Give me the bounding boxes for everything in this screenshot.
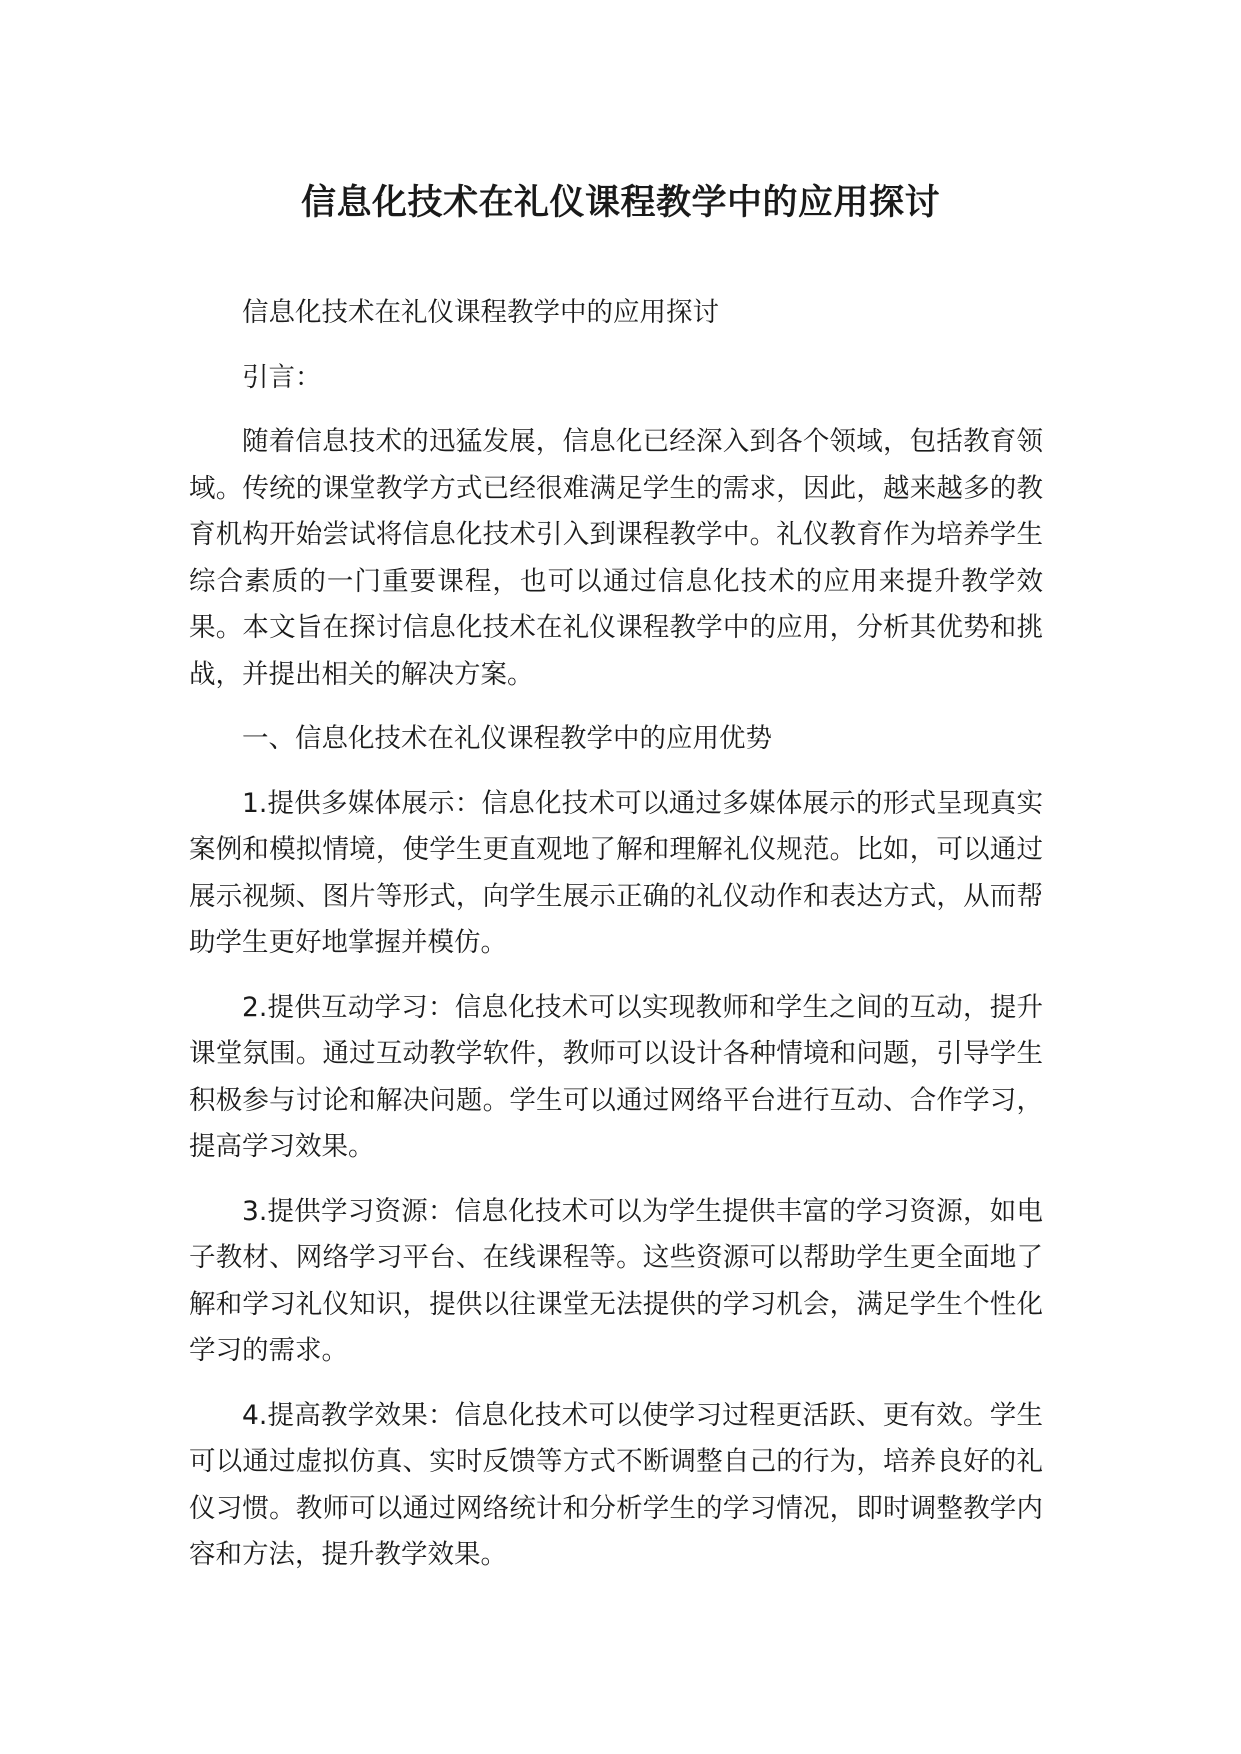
document-body — [189, 290, 1043, 1597]
intro-paragraph: 随着信息技术的迅猛发展，信息化已经深入到各个领域，包括教育领域。传统的课堂教学方式已经很难满足学生的需求，因此，越来越多的教育机构开始尝试将信息化技术引入到课程教学中。礼仪教育作为培养学生综合素质的一门重要课程，也可以通过信息化技术的应用来提升教学效果。本文旨在探讨信息化技术在礼仪课程教学中的应用，分析其优势和挑战，并提出相关的解决方案。 — [189, 426, 1043, 690]
intro-heading: 引言： — [242, 361, 322, 393]
subtitle-paragraph: 信息化技术在礼仪课程教学中的应用探讨 — [242, 297, 719, 328]
point-paragraph-1: 1.提供多媒体展示：信息化技术可以通过多媒体展示的形式呈现真实案例和模拟情境，使学生更直观地了解和理解礼仪规范。比如，可以通过展示视频、图片等形式，向学生展示正确的礼仪动作和表达方式，从而帮助学生更好地掌握并模仿。 — [189, 787, 1043, 958]
point-paragraph-4: 4.提高教学效果：信息化技术可以使学习过程更活跃、更有效。学生可以通过虚拟仿真、实时反馈等方式不断调整自己的行为，培养良好的礼仪习惯。教师可以通过网络统计和分析学生的学习情况，即时调整教学内容和方法，提升教学效果。 — [189, 1399, 1043, 1570]
point-paragraph-3: 3.提供学习资源：信息化技术可以为学生提供丰富的学习资源，如电子教材、网络学习平台、在线课程等。这些资源可以帮助学生更全面地了解和学习礼仪知识，提供以往课堂无法提供的学习机会，满足学生个性化学习的需求。 — [189, 1195, 1043, 1366]
point-paragraph-2: 2.提供互动学习：信息化技术可以实现教师和学生之间的互动，提升课堂氛围。通过互动教学软件，教师可以设计各种情境和问题，引导学生积极参与讨论和解决问题。学生可以通过网络平台进行互动、合作学习，提高学习效果。 — [189, 991, 1043, 1162]
section-heading-1: 一、信息化技术在礼仪课程教学中的应用优势 — [242, 723, 772, 754]
document-title: 信息化技术在礼仪课程教学中的应用探讨 — [300, 183, 940, 223]
